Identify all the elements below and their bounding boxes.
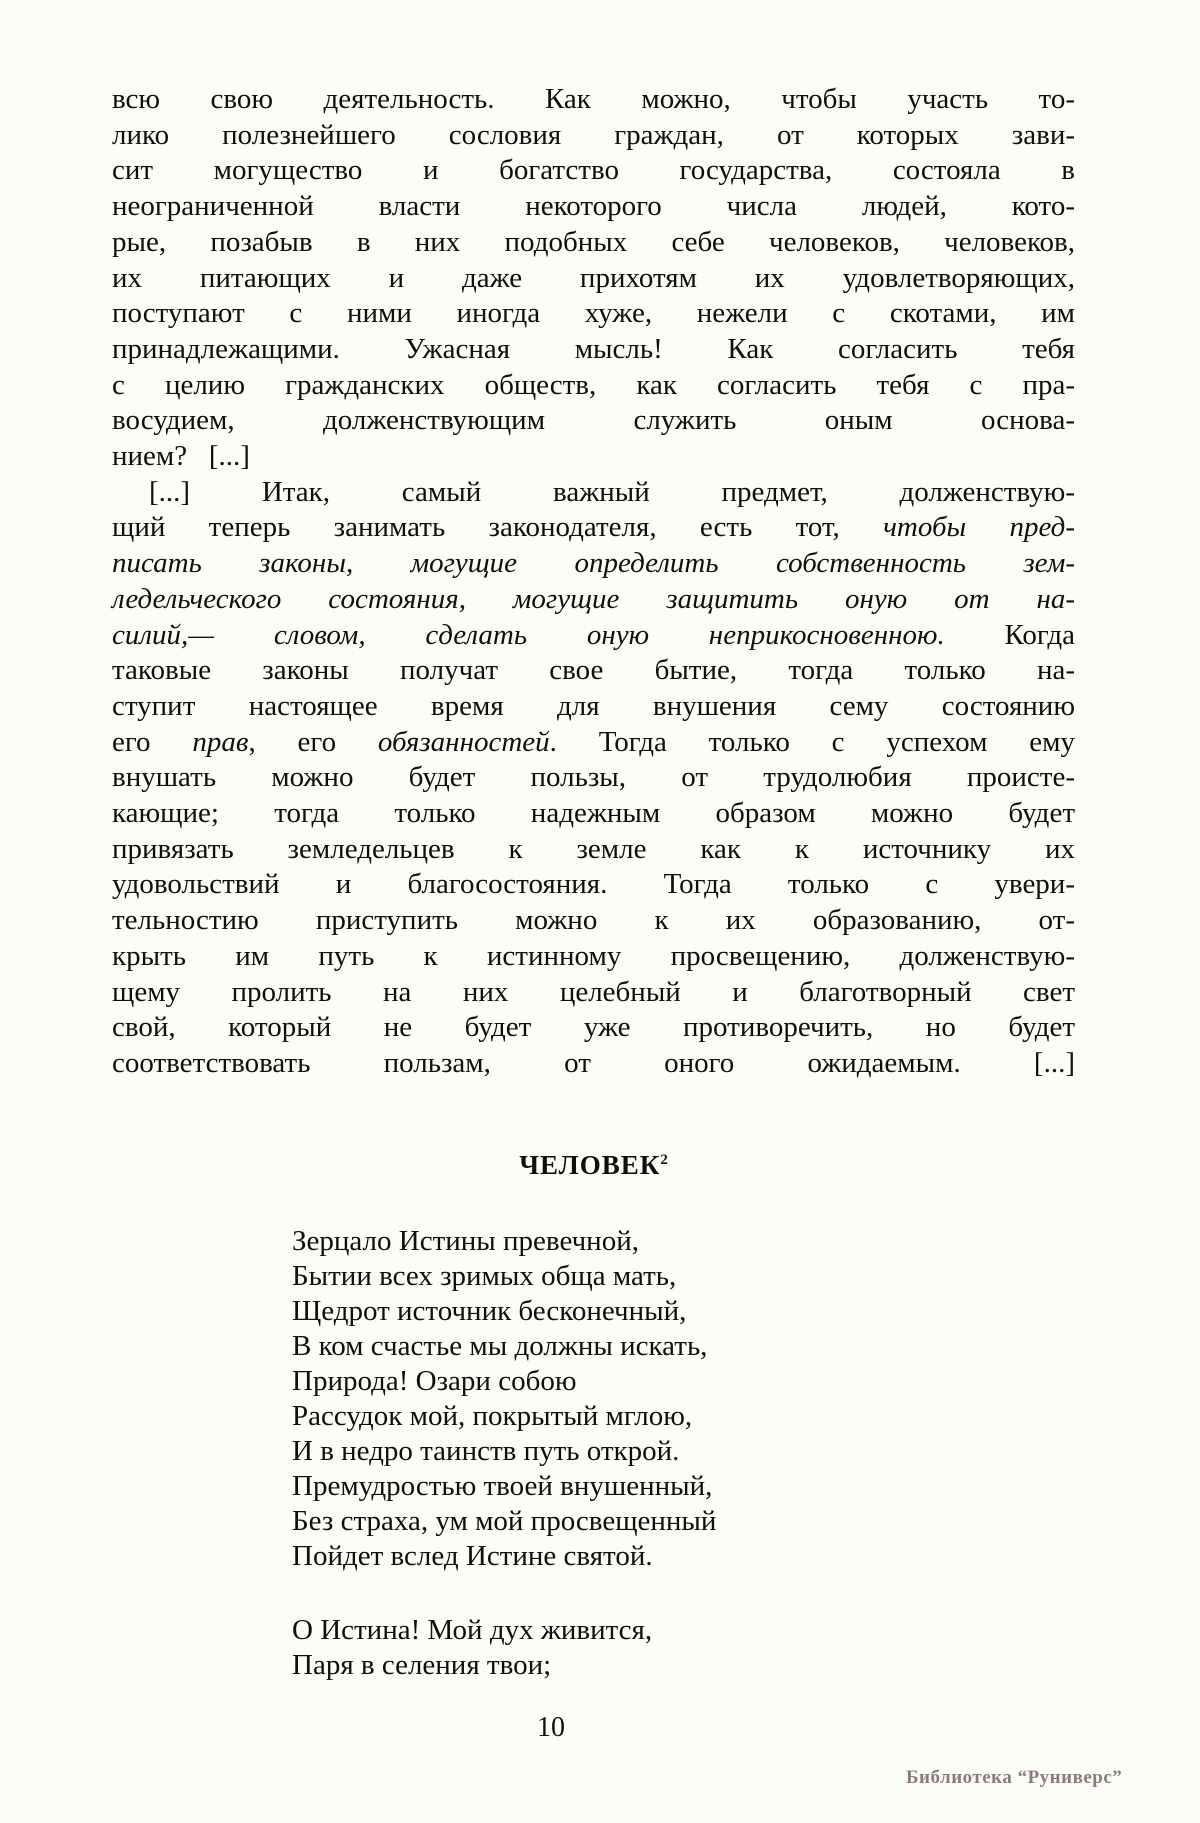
- text-run: соответствовать пользам, от оного ожидаемым. [...]: [112, 1046, 1075, 1079]
- heading-text: ЧЕЛОВЕК: [519, 1150, 661, 1180]
- body-line: [112, 118, 1075, 154]
- text-run: таковые законы получат свое бытие, тогда только на-: [112, 654, 1075, 687]
- body-line: [112, 475, 1075, 511]
- text-run: кающие; тогда только надежным образом можно будет: [112, 797, 1075, 830]
- text-run: свой, который не будет уже противоречить, но будет: [112, 1011, 1075, 1044]
- text-run: внушать можно будет пользы, от трудолюбия происте-: [112, 761, 1075, 794]
- body-line: [112, 1010, 1075, 1046]
- poem-line: Бытии всех зримых обща мать,: [292, 1260, 677, 1292]
- text-run: сит могущество и богатство государства, состояла в: [112, 154, 1075, 187]
- body-line: [112, 760, 1075, 796]
- poem-stanza: [292, 1224, 716, 1574]
- poem-line: О Истина! Мой дух живится,: [292, 1614, 653, 1646]
- italic-text-run: ледельческого состояния, могущие защитить оную от на-: [112, 582, 1075, 615]
- text-run: поступают с ними иногда хуже, нежели с скотами, им: [112, 297, 1075, 330]
- poem-line: Зерцало Истины превечной,: [292, 1225, 639, 1257]
- library-watermark: Библиотека “Руниверс”: [906, 1767, 1123, 1788]
- text-run: нием? [...]: [112, 440, 250, 473]
- body-line: [112, 618, 1075, 654]
- poem-line: Пойдет вслед Истине святой.: [292, 1540, 653, 1572]
- body-line: [112, 368, 1075, 404]
- body-line: [112, 867, 1075, 903]
- body-line: [112, 725, 1075, 761]
- poem-line: Паря в селения твои;: [292, 1649, 552, 1681]
- heading-footnote-ref: 2: [660, 1152, 668, 1168]
- body-line: [112, 689, 1075, 725]
- body-line: [112, 582, 1075, 618]
- body-line: [112, 189, 1075, 225]
- text-run: принадлежащими. Ужасная мысль! Как согласить тебя: [112, 332, 1075, 365]
- section-heading: [112, 1143, 1075, 1183]
- body-line: [112, 403, 1075, 439]
- text-run: его: [112, 725, 193, 758]
- text-run: . Тогда только с успехом ему: [549, 725, 1075, 758]
- poem-stanza: [292, 1613, 716, 1683]
- text-run: всю свою деятельность. Как можно, чтобы участь то-: [112, 83, 1075, 115]
- text-run: крыть им путь к истинному просвещению, долженствую-: [112, 939, 1075, 972]
- text-run: щему пролить на них целебный и благотворный свет: [112, 975, 1075, 1008]
- poem-line: В ком счастье мы должны искать,: [292, 1330, 708, 1362]
- text-run: , его: [248, 725, 378, 758]
- text-run: удовольствий и благосостояния. Тогда только с увери-: [112, 868, 1075, 901]
- text-run: их питающих и даже прихотям их удовлетворяющих,: [112, 261, 1075, 294]
- poem-line: Рассудок мой, покрытый мглою,: [292, 1400, 693, 1432]
- body-line: [112, 225, 1075, 261]
- body-line: [112, 975, 1075, 1011]
- body-line: [112, 296, 1075, 332]
- poem-line: Природа! Озари собою: [292, 1365, 577, 1397]
- body-line: [112, 939, 1075, 975]
- body-line: [112, 653, 1075, 689]
- body-line: [112, 439, 1075, 475]
- poem-line: И в недро таинств путь открой.: [292, 1435, 680, 1467]
- body-line: [112, 510, 1075, 546]
- body-line: [112, 546, 1075, 582]
- italic-text-run: чтобы пред-: [883, 511, 1075, 544]
- text-run: лико полезнейшего сословия граждан, от которых зави-: [112, 118, 1075, 151]
- poem-line: Без страха, ум мой просвещенный: [292, 1505, 717, 1537]
- poem-line: Премудростью твоей внушенный,: [292, 1470, 713, 1502]
- text-run: тельностию приступить можно к их образованию, от-: [112, 904, 1075, 937]
- poem-block: [292, 1224, 716, 1683]
- text-run: Когда: [944, 618, 1075, 651]
- body-line: [112, 796, 1075, 832]
- text-run: с целию гражданских обществ, как согласить тебя с пра-: [112, 368, 1075, 401]
- body-line: [112, 832, 1075, 868]
- italic-text-run: силий,— словом, сделать оную неприкосновенною.: [112, 618, 945, 651]
- text-run: неограниченной власти некоторого числа людей, кото-: [112, 190, 1075, 223]
- text-run: рые, позабыв в них подобных себе человеков, человеков,: [112, 225, 1075, 258]
- text-run: привязать земледельцев к земле как к источнику их: [112, 832, 1075, 865]
- italic-text-run: обязанностей: [377, 725, 550, 758]
- italic-text-run: прав: [192, 725, 249, 758]
- poem-line: Щедрот источник бесконечный,: [292, 1295, 687, 1327]
- body-line: [112, 153, 1075, 189]
- text-run: щий теперь занимать законодателя, есть тот,: [112, 511, 884, 544]
- body-line: [112, 1046, 1075, 1082]
- body-line: [112, 332, 1075, 368]
- body-line: [112, 82, 1075, 118]
- prose-block: [112, 82, 1075, 1082]
- body-line: [112, 261, 1075, 297]
- body-line: [112, 903, 1075, 939]
- page-number: 10: [537, 1712, 565, 1743]
- text-run: восудием, долженствующим служить оным основа-: [112, 404, 1075, 437]
- italic-text-run: писать законы, могущие определить собственность зем-: [112, 547, 1075, 580]
- text-run: [...] Итак, самый важный предмет, долженствую-: [149, 475, 1075, 508]
- text-run: ступит настоящее время для внушения сему состоянию: [112, 689, 1075, 722]
